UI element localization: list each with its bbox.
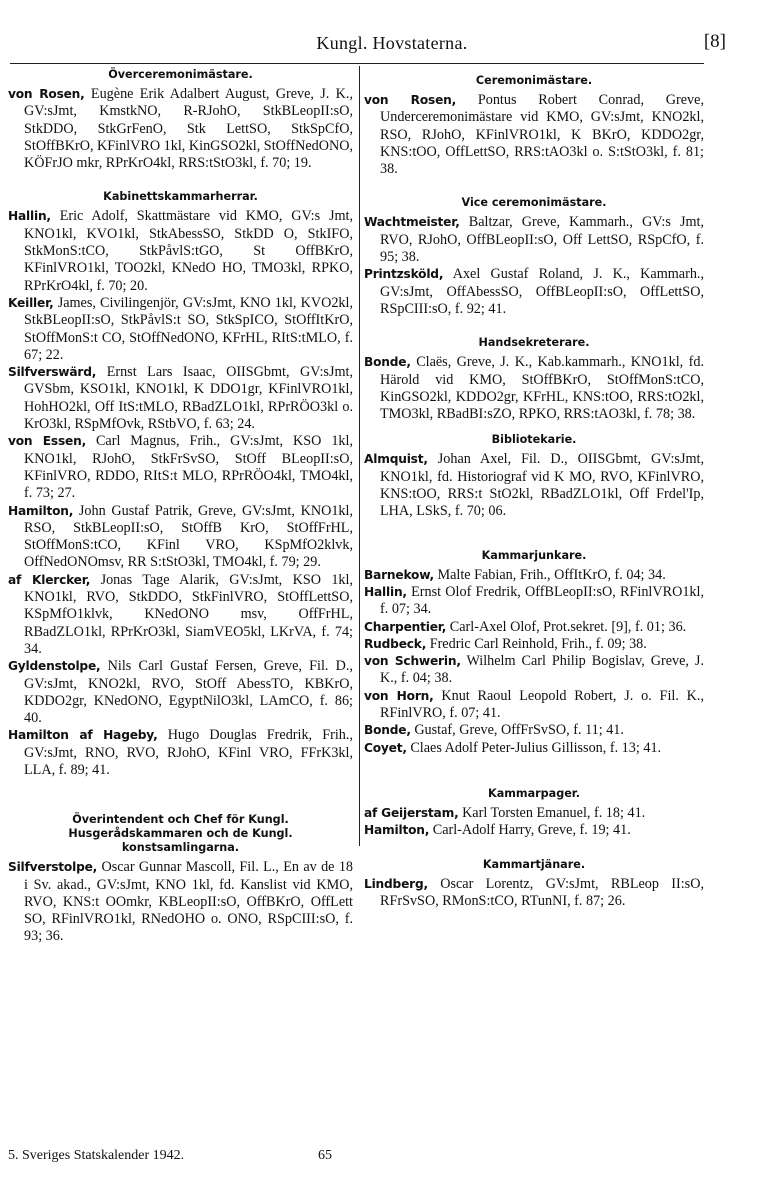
- entry-name: Hamilton,: [364, 823, 430, 838]
- entry-text: Malte Fabian, Frih., OffItKrO, f. 04; 34.: [437, 566, 666, 583]
- footer-publication: 5. Sveriges Statskalender 1942.: [8, 1148, 185, 1163]
- entry: [8, 503, 353, 572]
- entry-name: Silfverswärd,: [8, 365, 97, 380]
- entry-name: af Klercker,: [8, 572, 91, 587]
- section-heading: Kammartjänare.: [482, 857, 586, 871]
- section: [364, 196, 704, 318]
- entry-text: John Gustaf Patrik, Greve, GV:sJmt, KNO1kl, RSO, StkBLeopII:sO, StOffB KrO, StOffFrHL, StOffMonS:tCO, KFinl VRO, KSpMfO2klvk, OffNedONOmsv, RR S:tStO3kl, TMO4kl, f. 79; 29.: [24, 502, 353, 571]
- entry-name: Bonde,: [364, 723, 411, 738]
- entry-name: Lindberg,: [364, 876, 428, 891]
- entry: [364, 567, 704, 584]
- entry: [364, 266, 704, 318]
- running-header-title: Kungl. Hovstaterna.: [316, 33, 468, 53]
- header-rule: [10, 63, 704, 64]
- entry-name: Keiller,: [8, 295, 54, 310]
- entry: [364, 619, 704, 636]
- entry-text: Hugo Douglas Fredrik, Frih., GV:sJmt, RNO, RVO, RJohO, KFinl VRO, FFrK3kl, LLA, f. 89; 41.: [24, 727, 353, 778]
- entry-name: Coyet,: [364, 740, 407, 755]
- entry: [364, 740, 704, 757]
- section: [364, 336, 704, 423]
- entry-name: von Horn,: [364, 688, 434, 703]
- entry-text: Jonas Tage Alarik, GV:sJmt, KSO 1kl, KNO1kl, RVO, StkDDO, StkFinlVRO, StOffLettSO, KSpMfO1klvk, KNedONO msv, OffFrHL, RBadZLO1kl, RPrKrO3kl, SiamVEO5kl, LKrVA, f. 74; 34.: [24, 571, 353, 657]
- entry-text: Claës, Greve, J. K., Kab.kammarh., KNO1kl, fd. Härold vid KMO, StOffBKrO, StOffMonS:tCO, KinGSO2kl, KDDO2gr, KFrHL, KNS:tOO, RRS:tO2kl, TMO3kl, RBadBI:sZO, RPKO, RRS:tAO3kl, f. 78; 38.: [380, 354, 704, 423]
- entry-text: Knut Raoul Leopold Robert, J. o. Fil. K., RFinlVRO, f. 07; 41.: [380, 687, 705, 722]
- entry-name: af Geijerstam,: [364, 805, 459, 820]
- entry-name: von Essen,: [8, 434, 87, 449]
- section-heading: Kabinettskammarherrar.: [103, 190, 258, 204]
- section: [364, 787, 704, 840]
- section-heading: Ceremonimästare.: [475, 74, 593, 87]
- entry: [364, 214, 704, 266]
- entry: [364, 636, 704, 653]
- entry: [364, 876, 704, 911]
- entry-name: von Schwerin,: [364, 654, 461, 669]
- entry-text: Wilhelm Carl Philip Bogislav, Greve, J. K., f. 04; 38.: [380, 653, 704, 687]
- entry: [8, 433, 353, 502]
- entry-name: Gyldenstolpe,: [8, 659, 101, 674]
- entry-name: von Rosen,: [364, 93, 457, 107]
- section: [364, 74, 704, 178]
- entry-name: Wachtmeister,: [364, 215, 460, 230]
- entry-text: Karl Torsten Emanuel, f. 18; 41.: [462, 804, 646, 821]
- entry-text: Baltzar, Greve, Kammarh., GV:s Jmt, RVO, RJohO, OffBLeopII:sO, Off LettSO, RSpCfO, f. 95; 38.: [380, 214, 704, 266]
- footer-page-number: 65: [318, 1148, 332, 1163]
- entry-text: Eric Adolf, Skattmästare vid KMO, GV:s Jmt, KNO1kl, KVO1kl, StkAbessSO, StkDD O, StkIFO, StkMonS:tCO, StkPåvlS:tGO, St OffBKrO, KFinlVRO1kl, TOO2kl, KNedO HO, TMO3kl, RPKO, RPrKrO4kl, f. 70; 20.: [24, 208, 353, 294]
- entry-text: Carl Magnus, Frih., GV:sJmt, KSO 1kl, KNO1kl, RJohO, StkFrSvSO, StOff BLeopII:sO, KFinlVRO, RDDO, RItS:t MLO, RPrRÖO4kl, TMO4kl, f. 73; 27.: [24, 433, 353, 502]
- entry-text: Oscar Lorentz, GV:sJmt, RBLeop II:sO, RFrSvSO, RMonS:tCO, RTunNI, f. 87; 26.: [380, 875, 704, 909]
- entry-name: von Rosen,: [8, 87, 85, 101]
- section: [8, 68, 353, 172]
- right-column: [364, 74, 704, 910]
- entry-text: James, Civilingenjör, GV:sJmt, KNO 1kl, KVO2kl, StkBLeopII:sO, StkPåvlS:t SO, StkSpICO, StOffItKrO, StOffMonS:t CO, StOffNedONO, KFrHL, RItS:tMLO, f. 67; 22.: [24, 294, 353, 363]
- entry: [364, 822, 704, 839]
- header-page-number: [8]: [703, 31, 726, 52]
- entry: [8, 295, 353, 364]
- entry-text: Eugène Erik Adalbert August, Greve, J. K., GV:sJmt, KmstkNO, R-RJohO, StkBLeopII:sO, StkDDO, StkGrFenO, Stk LettSO, StkSpCfO, StOffBKrO, KFinlVRO 1kl, KinGSO2kl, StOffNedONO, KÖFrJO mkr, RPrKrO4kl, RRS:tStO3kl, f. 70; 19.: [24, 86, 354, 172]
- entry-text: Gustaf, Greve, OffFrSvSO, f. 11; 41.: [414, 722, 624, 739]
- entry-name: Bonde,: [364, 355, 411, 370]
- entry: [8, 658, 353, 727]
- entry-name: Hamilton af Hageby,: [8, 728, 158, 743]
- section: [364, 858, 704, 911]
- section-heading: Handsekreterare.: [478, 336, 590, 350]
- column-divider: [359, 66, 360, 846]
- entry-text: Ernst Olof Fredrik, OffBLeopII:sO, RFinlVRO1kl, f. 07; 34.: [380, 583, 705, 618]
- entry-text: Claes Adolf Peter-Julius Gillisson, f. 13; 41.: [410, 739, 662, 756]
- entry-name: Barnekow,: [364, 567, 434, 582]
- entry-name: Charpentier,: [364, 619, 447, 634]
- section-heading: Bibliotekarie.: [491, 433, 577, 447]
- entry: [8, 859, 353, 945]
- entry: [364, 722, 704, 739]
- section-heading: Vice ceremonimästare.: [461, 196, 607, 210]
- entry-text: Fredric Carl Reinhold, Frih., f. 09; 38.: [429, 635, 647, 652]
- entry-name: Hamilton,: [8, 503, 74, 518]
- entry-text: Johan Axel, Fil. D., OIISGbmt, GV:sJmt, KNO1kl, fd. Historiograf vid K MO, RVO, KFinlVRO, KNS:tOO, RRS:t StO2kl, RBadZLO1kl, Off Frdel'Ip, LHA, LSkS, f. 70; 06.: [380, 451, 705, 520]
- entry: [364, 688, 704, 723]
- section-heading: Överintendent och Chef för Kungl. Husgerådskammaren och de Kungl. konstsamlingarna.: [68, 813, 293, 855]
- entry-text: Pontus Robert Conrad, Greve, Underceremonimästare vid KMO, GV:sJmt, KNO2kl, RSO, RJohO, KFinlVRO1kl, K BKrO, KDDO2gr, KNS:tOO, OffLettSO, RRS:tAO3kl o. S:tStO3kl, f. 81; 38.: [380, 92, 704, 178]
- section: [364, 549, 704, 757]
- entry-text: Axel Gustaf Roland, J. K., Kammarh., GV:sJmt, OffAbessSO, OffBLeopII:sO, OffLettSO, RSpCIII:sO, f. 92; 41.: [380, 266, 705, 317]
- left-column: [8, 68, 353, 946]
- section: [8, 190, 353, 779]
- entry: [364, 653, 704, 688]
- section: [8, 813, 353, 945]
- entry-name: Almquist,: [364, 452, 428, 467]
- section-heading: Kammarpager.: [488, 786, 580, 800]
- entry: [8, 208, 353, 294]
- entry: [364, 451, 704, 520]
- entry-text: Carl-Adolf Harry, Greve, f. 19; 41.: [432, 822, 631, 839]
- section: [364, 433, 704, 520]
- section-heading: Överceremonimästare.: [108, 68, 253, 81]
- entry: [364, 354, 704, 423]
- entry-text: Carl-Axel Olof, Prot.sekret. [9], f. 01; 36.: [449, 618, 687, 635]
- entry-name: Hallin,: [8, 209, 51, 224]
- entry-name: Silfverstolpe,: [8, 860, 98, 875]
- entry: [364, 92, 704, 178]
- entry-name: Hallin,: [364, 584, 407, 599]
- entry: [364, 584, 704, 619]
- section-heading: Kammarjunkare.: [481, 548, 587, 562]
- entry: [8, 86, 353, 172]
- entry-name: Rudbeck,: [364, 636, 427, 651]
- entry-name: Printzsköld,: [364, 267, 444, 282]
- entry: [8, 364, 353, 433]
- entry-text: Oscar Gunnar Mascoll, Fil. L., En av de 18 i Sv. akad., GV:sJmt, KNO 1kl, fd. Kanslist vid KMO, RVO, KNS:t OOmkr, KBLeopII:sO, OffBKrO, OffLett SO, RFinlVRO1kl, RNedOHO o. ONO, RSpCIII:sO, f. 93; 36.: [24, 859, 354, 945]
- entry: [364, 805, 704, 822]
- entry: [8, 727, 353, 779]
- entry: [8, 572, 353, 658]
- entry-text: Ernst Lars Isaac, OIISGbmt, GV:sJmt, GVSbm, KSO1kl, KNO1kl, K DDO1gr, KFinlVRO1kl, HohHO2kl, Off ItS:tMLO, RBadZLO1kl, RPrRÖO3kl o. KrO3kl, RSpMfOvk, RStbVO, f. 63; 24.: [24, 364, 353, 433]
- entry-text: Nils Carl Gustaf Fersen, Greve, Fil. D., GV:sJmt, KNO2kl, RVO, StOff AbessTO, KBKrO, KDDO2gr, KNedONO, EgyptNilO3kl, LAmCO, f. 86; 40.: [24, 658, 353, 727]
